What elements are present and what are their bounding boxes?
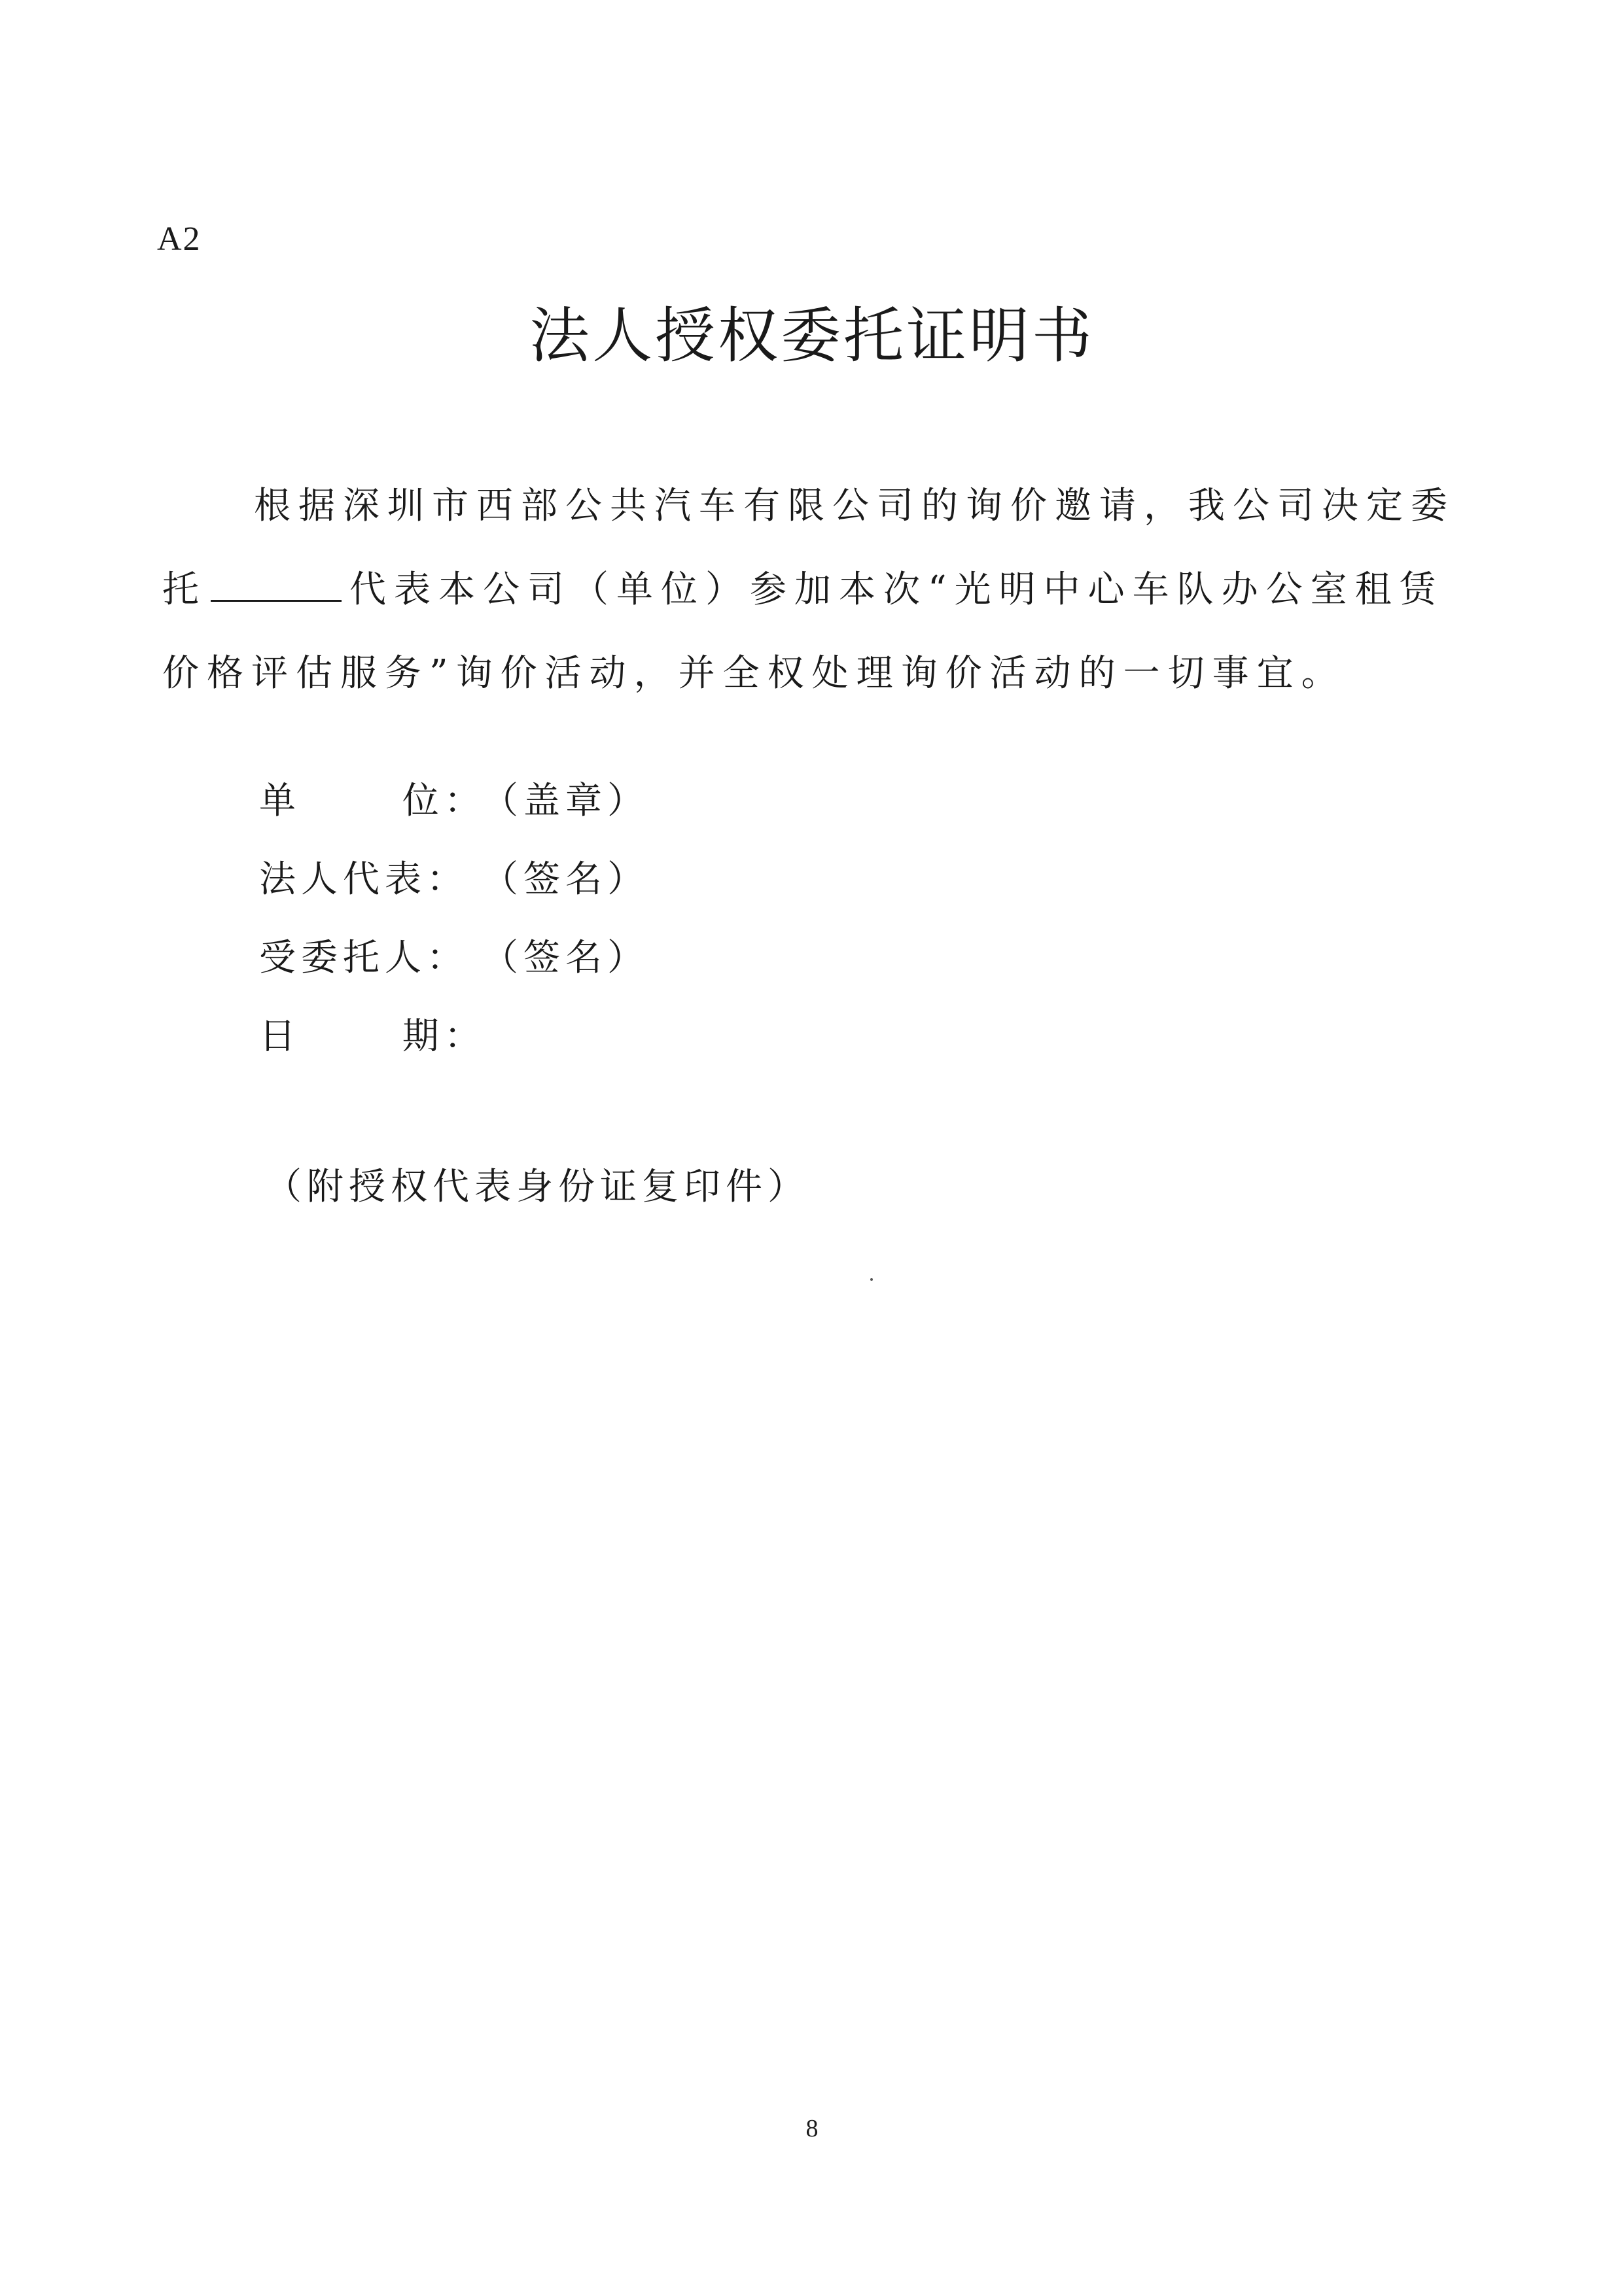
field-legal-representative	[259, 850, 649, 929]
field-trustee	[259, 929, 649, 1007]
field-legal-representative-note: （签名）	[482, 858, 649, 901]
signature-fields	[259, 772, 649, 1086]
field-unit	[259, 772, 649, 850]
document-label: A2	[157, 220, 202, 258]
paragraph-line-3: 价格评估服务”询价活动，并全权处理询价活动的一切事宜。	[162, 652, 1346, 695]
field-legal-representative-label: 法人代表：	[259, 858, 468, 901]
field-unit-note: （盖章）	[482, 780, 649, 822]
paragraph-line-2-end: 代表本公司（单位）参加本次“光明中心车队办公室租赁	[349, 568, 1444, 611]
page-number: 8	[805, 2115, 819, 2142]
field-date-label: 日 期：	[259, 1015, 486, 1058]
paragraph-line-1: 根据深圳市西部公共汽车有限公司的询价邀请，我公司决定委	[254, 485, 1455, 527]
field-trustee-note: （签名）	[482, 937, 649, 979]
field-unit-label: 单 位：	[259, 780, 486, 822]
attachment-note: （附授权代表身份证复印件）	[265, 1166, 809, 1208]
delegate-name-blank[interactable]	[211, 567, 342, 602]
paragraph-line-2-start: 托	[162, 568, 207, 611]
authorization-paragraph	[162, 464, 1458, 716]
field-trustee-label: 受委托人：	[259, 937, 468, 979]
document-title: 法人授权委托证明书	[529, 301, 1095, 371]
field-date	[259, 1007, 649, 1086]
paragraph-line-2	[162, 548, 1458, 632]
scan-speck	[870, 1278, 873, 1281]
